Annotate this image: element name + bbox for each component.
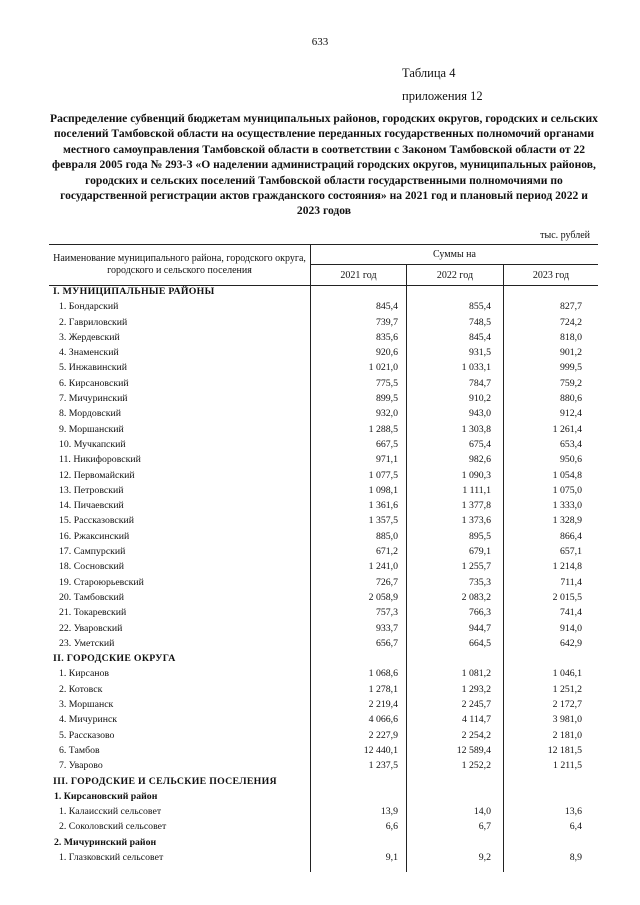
value-2022: 1 252,2 xyxy=(461,760,491,772)
value-2022: 784,7 xyxy=(468,377,491,389)
value-2021: 12 440,1 xyxy=(363,744,398,756)
section-heading xyxy=(49,651,598,666)
value-2023: 1 214,8 xyxy=(552,561,582,573)
table-row xyxy=(49,513,598,528)
value-2021: 845,4 xyxy=(375,301,398,313)
row-name: 4. Мичуринск xyxy=(59,714,118,726)
value-2023: 6,4 xyxy=(569,821,582,833)
value-2022: 895,5 xyxy=(468,530,491,542)
value-2023: 1 054,8 xyxy=(552,469,582,481)
header-year-2023: 2023 год xyxy=(532,269,570,281)
value-2023: 880,6 xyxy=(559,393,582,405)
table-row xyxy=(49,315,598,330)
value-2023: 741,4 xyxy=(559,607,582,619)
value-2021: 13,9 xyxy=(380,806,398,818)
table-row xyxy=(49,452,598,467)
row-name: 19. Староюрьевский xyxy=(59,576,144,588)
row-name: 17. Сампурский xyxy=(59,546,126,558)
table-row xyxy=(49,850,598,865)
value-2023: 914,0 xyxy=(559,622,582,634)
value-2021: 2 058,9 xyxy=(368,591,398,603)
table-row xyxy=(49,483,598,498)
row-name: 21. Токаревский xyxy=(59,607,127,619)
value-2023: 901,2 xyxy=(559,347,582,359)
value-2021: 4 066,6 xyxy=(368,714,398,726)
row-name: 15. Рассказовский xyxy=(59,515,135,527)
table-row xyxy=(49,636,598,651)
table-row xyxy=(49,804,598,819)
table-row xyxy=(49,437,598,452)
section-heading xyxy=(49,284,598,299)
value-2023: 1 328,9 xyxy=(552,515,582,527)
table-row xyxy=(49,529,598,544)
value-2021: 671,2 xyxy=(375,546,398,558)
table-row xyxy=(49,391,598,406)
value-2022: 2 083,2 xyxy=(461,591,491,603)
value-2023: 724,2 xyxy=(559,316,582,328)
row-name: 1. Калаисский сельсовет xyxy=(59,806,162,818)
row-name: 23. Уметский xyxy=(59,637,115,649)
value-2021: 757,3 xyxy=(375,607,398,619)
table-row xyxy=(49,498,598,513)
value-2021: 6,6 xyxy=(385,821,398,833)
value-2023: 759,2 xyxy=(559,377,582,389)
value-2021: 1 357,5 xyxy=(368,515,398,527)
value-2023: 1 211,5 xyxy=(552,760,582,772)
value-2021: 1 361,6 xyxy=(368,500,398,512)
header-name-column: Наименование муниципального района, городского округа, городского и сельского поселения xyxy=(49,245,311,285)
table-row xyxy=(49,728,598,743)
table-row xyxy=(49,376,598,391)
value-2022: 735,3 xyxy=(468,576,491,588)
row-name: 10. Мучкапский xyxy=(59,438,126,450)
value-2023: 2 015,5 xyxy=(552,591,582,603)
row-name: 14. Пичаевский xyxy=(59,500,124,512)
table-row xyxy=(49,758,598,773)
table-label: Таблица 4 xyxy=(402,66,456,80)
value-2023: 3 981,0 xyxy=(552,714,582,726)
table-body xyxy=(49,284,598,865)
table-row xyxy=(49,559,598,574)
value-2022: 12 589,4 xyxy=(456,744,491,756)
table-row xyxy=(49,299,598,314)
value-2022: 679,1 xyxy=(468,546,491,558)
table-row xyxy=(49,819,598,834)
table-row xyxy=(49,605,598,620)
value-2021: 899,5 xyxy=(375,393,398,405)
row-name: 8. Мордовский xyxy=(59,408,121,420)
subsection-heading xyxy=(49,789,598,804)
value-2023: 950,6 xyxy=(559,454,582,466)
table-row xyxy=(49,360,598,375)
value-2023: 653,4 xyxy=(559,438,582,450)
value-2022: 1 090,3 xyxy=(461,469,491,481)
row-name: 1. Кирсанов xyxy=(59,668,110,680)
value-2022: 1 033,1 xyxy=(461,362,491,374)
value-2022: 1 111,1 xyxy=(462,484,491,496)
row-name: 7. Мичуринский xyxy=(59,393,128,405)
value-2022: 675,4 xyxy=(468,438,491,450)
value-2022: 845,4 xyxy=(468,331,491,343)
value-2021: 2 227,9 xyxy=(368,729,398,741)
value-2021: 9,1 xyxy=(385,851,398,863)
value-2021: 1 068,6 xyxy=(368,668,398,680)
row-name: 7. Уварово xyxy=(59,760,103,772)
page-number: 633 xyxy=(311,36,329,48)
value-2021: 656,7 xyxy=(375,637,398,649)
value-2023: 818,0 xyxy=(559,331,582,343)
value-2022: 982,6 xyxy=(468,454,491,466)
table-row xyxy=(49,743,598,758)
value-2022: 1 255,7 xyxy=(461,561,491,573)
table-row xyxy=(49,712,598,727)
row-name: 20. Тамбовский xyxy=(59,591,125,603)
table-row xyxy=(49,697,598,712)
value-2022: 1 303,8 xyxy=(461,423,491,435)
value-2022: 748,5 xyxy=(468,316,491,328)
value-2023: 8,9 xyxy=(569,851,582,863)
value-2021: 775,5 xyxy=(375,377,398,389)
row-name: 6. Кирсановский xyxy=(59,377,129,389)
value-2021: 932,0 xyxy=(375,408,398,420)
value-2022: 1 293,2 xyxy=(461,683,491,695)
subsection-heading xyxy=(49,835,598,850)
table-row xyxy=(49,666,598,681)
value-2022: 944,7 xyxy=(468,622,491,634)
table-row xyxy=(49,406,598,421)
row-name: 2. Гавриловский xyxy=(59,316,128,328)
value-2021: 1 288,5 xyxy=(368,423,398,435)
value-2023: 1 075,0 xyxy=(552,484,582,496)
value-2021: 2 219,4 xyxy=(368,699,398,711)
row-name: 22. Уваровский xyxy=(59,622,123,634)
value-2021: 835,6 xyxy=(375,331,398,343)
units-label: тыс. рублей xyxy=(540,230,590,241)
value-2022: 2 245,7 xyxy=(461,699,491,711)
value-2021: 667,5 xyxy=(375,438,398,450)
value-2021: 885,0 xyxy=(375,530,398,542)
value-2022: 2 254,2 xyxy=(461,729,491,741)
value-2022: 1 081,2 xyxy=(461,668,491,680)
row-name: 16. Ржаксинский xyxy=(59,530,130,542)
value-2023: 827,7 xyxy=(559,301,582,313)
value-2021: 1 237,5 xyxy=(368,760,398,772)
row-name: 4. Знаменский xyxy=(59,347,119,359)
value-2022: 910,2 xyxy=(468,393,491,405)
value-2022: 1 377,8 xyxy=(461,500,491,512)
row-name: 6. Тамбов xyxy=(59,744,100,756)
table-row xyxy=(49,468,598,483)
value-2022: 9,2 xyxy=(478,851,491,863)
row-name: 11. Никифоровский xyxy=(59,454,141,466)
row-name: 5. Инжавинский xyxy=(59,362,127,374)
value-2022: 6,7 xyxy=(478,821,491,833)
value-2022: 931,5 xyxy=(468,347,491,359)
value-2022: 943,0 xyxy=(468,408,491,420)
value-2023: 1 046,1 xyxy=(552,668,582,680)
value-2022: 855,4 xyxy=(468,301,491,313)
row-name: 1. Глазковский сельсовет xyxy=(59,851,164,863)
table-title: Распределение субвенций бюджетам муниципальных районов, городских округов, городских и сельских поселений Тамбовской области на осуществление переданных государственных полномочий органами местного самоуправления Тамбовской области в соответствии с Законом Тамбовской области от 22 февраля 2005 года № 293-З «О наделении администраций городских округов, муниципальных районов, городских и сельских поселений Тамбовской области государственными полномочиями по государственной регистрации актов гражданского состояния» на 2021 год и плановый период 2022 и 2023 годов xyxy=(50,112,598,218)
row-name: 3. Жердевский xyxy=(59,331,120,343)
row-name: 9. Моршанский xyxy=(59,423,124,435)
table-header xyxy=(49,244,598,286)
value-2022: 1 373,6 xyxy=(461,515,491,527)
value-2023: 642,9 xyxy=(559,637,582,649)
value-2022: 4 114,7 xyxy=(461,714,491,726)
appendix-label: приложения 12 xyxy=(402,89,483,103)
row-name: 18. Сосновский xyxy=(59,561,125,573)
table-row xyxy=(49,575,598,590)
row-name: 13. Петровский xyxy=(59,484,124,496)
value-2023: 999,5 xyxy=(559,362,582,374)
table-row xyxy=(49,621,598,636)
row-name: 1. Бондарский xyxy=(59,301,119,313)
table-row xyxy=(49,544,598,559)
value-2023: 12 181,5 xyxy=(547,744,582,756)
row-name: I. МУНИЦИПАЛЬНЫЕ РАЙОНЫ xyxy=(53,286,215,297)
row-name: 3. Моршанск xyxy=(59,699,114,711)
value-2023: 711,4 xyxy=(560,576,582,588)
table-row xyxy=(49,682,598,697)
row-name: III. ГОРОДСКИЕ И СЕЛЬСКИЕ ПОСЕЛЕНИЯ xyxy=(53,775,277,787)
value-2023: 1 251,2 xyxy=(552,683,582,695)
table-row xyxy=(49,590,598,605)
value-2023: 866,4 xyxy=(559,530,582,542)
value-2021: 1 021,0 xyxy=(368,362,398,374)
value-2021: 726,7 xyxy=(375,576,398,588)
value-2023: 2 172,7 xyxy=(552,699,582,711)
value-2021: 971,1 xyxy=(375,454,398,466)
table-row xyxy=(49,422,598,437)
row-name: 5. Рассказово xyxy=(59,729,115,741)
value-2022: 766,3 xyxy=(468,607,491,619)
value-2023: 1 333,0 xyxy=(552,500,582,512)
row-name: 1. Кирсановский район xyxy=(54,790,158,802)
value-2021: 920,6 xyxy=(375,347,398,359)
value-2023: 912,4 xyxy=(559,408,582,420)
row-name: 2. Соколовский сельсовет xyxy=(59,821,167,833)
value-2021: 1 098,1 xyxy=(368,484,398,496)
value-2022: 14,0 xyxy=(473,806,491,818)
row-name: II. ГОРОДСКИЕ ОКРУГА xyxy=(53,653,176,665)
row-name: 2. Котовск xyxy=(59,683,103,695)
header-sums: Суммы на xyxy=(311,245,598,265)
row-name: 2. Мичуринский район xyxy=(54,836,157,848)
value-2021: 933,7 xyxy=(375,622,398,634)
value-2023: 1 261,4 xyxy=(552,423,582,435)
value-2023: 2 181,0 xyxy=(552,729,582,741)
header-year-2021: 2021 год xyxy=(311,265,407,285)
header-year-2022: 2022 год xyxy=(407,265,504,285)
value-2021: 1 278,1 xyxy=(368,683,398,695)
value-2022: 664,5 xyxy=(468,637,491,649)
value-2021: 1 077,5 xyxy=(368,469,398,481)
row-name: 12. Первомайский xyxy=(59,469,135,481)
table-row xyxy=(49,330,598,345)
value-2021: 739,7 xyxy=(375,316,398,328)
section-heading xyxy=(49,774,598,789)
table-row xyxy=(49,345,598,360)
value-2023: 13,6 xyxy=(564,806,582,818)
value-2023: 657,1 xyxy=(559,546,582,558)
value-2021: 1 241,0 xyxy=(368,561,398,573)
